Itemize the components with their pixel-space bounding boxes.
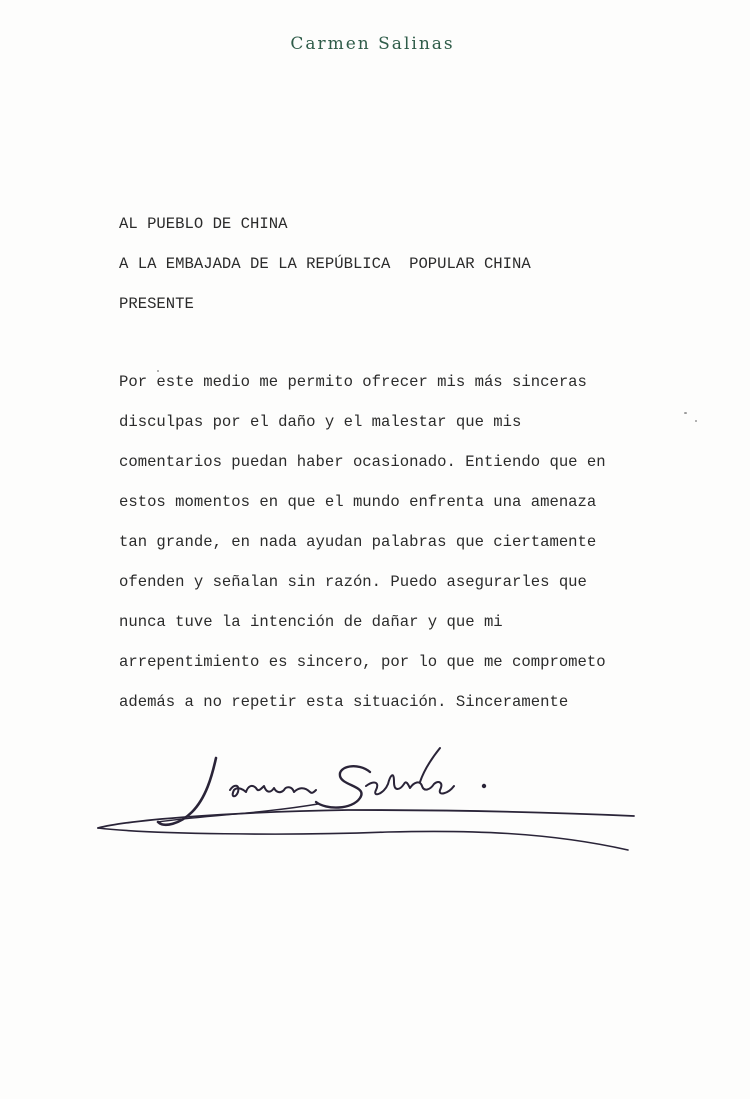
body-line-7: nunca tuve la intención de dañar y que mi (119, 613, 503, 631)
body-line-5: tan grande, en nada ayudan palabras que ciertamente (119, 533, 597, 551)
body-line-3: comentarios puedan haber ocasionado. Entiendo que en (119, 453, 606, 471)
paper-speck (684, 412, 687, 414)
body-line-2: disculpas por el daño y el malestar que mis (119, 413, 522, 431)
letterhead-name: Carmen Salinas (290, 34, 455, 54)
addressee-line-2: A LA EMBAJADA DE LA REPÚBLICA POPULAR CHINA (119, 255, 531, 273)
addressee-line-3: PRESENTE (119, 295, 194, 313)
handwritten-signature (88, 740, 648, 870)
addressee-line-1: AL PUEBLO DE CHINA (119, 215, 288, 233)
paper-speck (157, 370, 159, 372)
body-line-9: además a no repetir esta situación. Sinceramente (119, 693, 569, 711)
body-line-1: Por este medio me permito ofrecer mis más sinceras (119, 373, 587, 391)
body-line-8: arrepentimiento es sincero, por lo que me comprometo (119, 653, 606, 671)
body-line-4: estos momentos en que el mundo enfrenta una amenaza (119, 493, 597, 511)
body-line-6: ofenden y señalan sin razón. Puedo asegurarles que (119, 573, 587, 591)
paper-speck (695, 420, 697, 422)
